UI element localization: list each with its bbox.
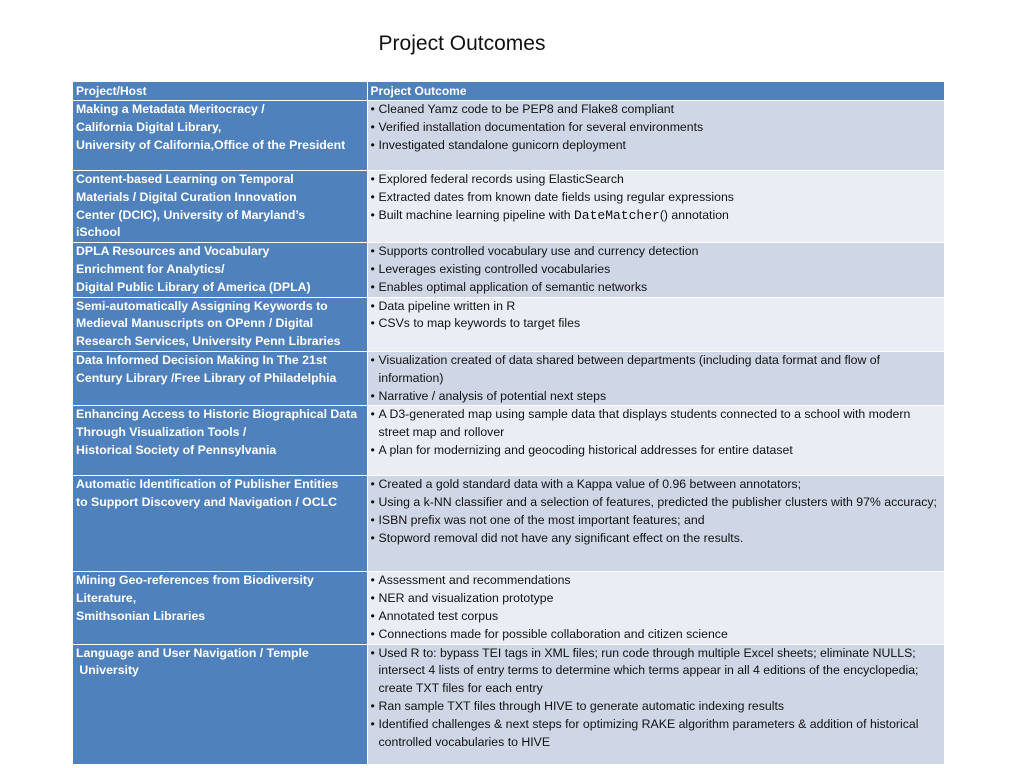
host-line: to Support Discovery and Navigation / OCLC — [76, 495, 337, 510]
outcome-item: • Connections made for possible collaboration and citizen science — [371, 626, 942, 644]
code-text: DateMatcher — [574, 207, 660, 223]
outcome-item: • Verified installation documentation for several environments — [371, 119, 942, 137]
project-outcome-cell — [367, 351, 944, 405]
project-outcome-cell — [367, 644, 944, 764]
outcome-item: • A plan for modernizing and geocoding historical addresses for entire dataset — [371, 442, 942, 460]
host-line: Historical Society of Pennsylvania — [76, 442, 277, 457]
host-line: Automatic Identification of Publisher Entities — [76, 477, 339, 492]
project-outcome-cell — [367, 243, 944, 297]
host-line: Smithsonian Libraries — [76, 608, 206, 623]
project-outcome-cell — [367, 171, 944, 243]
project-host-cell — [73, 171, 367, 243]
outcome-item: • Narrative / analysis of potential next steps — [371, 388, 942, 406]
project-host-cell — [73, 476, 367, 572]
project-host-cell — [73, 101, 367, 171]
outcome-item: • NER and visualization prototype — [371, 590, 942, 608]
project-outcome-cell — [367, 572, 944, 644]
host-line: Literature, — [76, 591, 137, 606]
host-line: Materials / Digital Curation Innovation — [76, 189, 297, 204]
table-header-row — [73, 82, 944, 101]
host-line: iSchool — [76, 225, 121, 240]
host-line: Medieval Manuscripts on OPenn / Digital — [76, 316, 314, 331]
outcome-item: • Stopword removal did not have any significant effect on the results. — [371, 530, 942, 548]
outcomes-table — [73, 82, 945, 765]
host-line: Research Services, University Penn Libraries — [76, 334, 341, 349]
outcome-item — [371, 207, 942, 225]
project-host-cell — [73, 406, 367, 476]
project-host-cell — [73, 572, 367, 644]
outcome-item: • Supports controlled vocabulary use and currency detection — [371, 243, 942, 261]
host-line: DPLA Resources and Vocabulary — [76, 244, 270, 259]
table-row — [73, 297, 944, 351]
host-line: California Digital Library, — [76, 119, 222, 134]
outcome-text: () annotation — [659, 207, 729, 222]
host-line: Center (DCIC), University of Maryland’s — [76, 207, 306, 222]
host-line: Digital Public Library of America (DPLA) — [76, 279, 311, 294]
outcome-item: • Ran sample TXT files through HIVE to generate automatic indexing results — [371, 698, 942, 716]
host-line: Enhancing Access to Historic Biographical Data — [76, 407, 358, 422]
outcome-item: • Explored federal records using ElasticSearch — [371, 171, 942, 189]
outcome-item: • Leverages existing controlled vocabularies — [371, 261, 942, 279]
host-line: University — [76, 663, 139, 678]
project-host-cell — [73, 243, 367, 297]
outcome-item: • Investigated standalone gunicorn deployment — [371, 137, 942, 155]
column-header-project-outcome: Project Outcome — [367, 82, 944, 101]
table-row — [73, 351, 944, 405]
project-outcome-cell — [367, 101, 944, 171]
outcome-item: • Cleaned Yamz code to be PEP8 and Flake8 compliant — [371, 101, 942, 119]
project-host-cell — [73, 351, 367, 405]
host-line: Language and User Navigation / Temple — [76, 645, 309, 660]
column-header-project-host: Project/Host — [73, 82, 367, 101]
outcome-item: • Data pipeline written in R — [371, 298, 942, 316]
outcome-item: • ISBN prefix was not one of the most important features; and — [371, 512, 942, 530]
outcome-item: • Used R to: bypass TEI tags in XML files; run code through multiple Excel sheets; eliminate NULLS; intersect 4 lists of entry terms to determine which terms appear in all 4 editions of the encyclopedia; create TXT files for each entry — [371, 645, 942, 698]
outcome-item: • Created a gold standard data with a Kappa value of 0.96 between annotators; — [371, 476, 942, 494]
outcome-item: • Identified challenges & next steps for optimizing RAKE algorithm parameters & addition of historical controlled vocabularies to HIVE — [371, 716, 942, 752]
host-line: Mining Geo-references from Biodiversity — [76, 573, 314, 588]
host-line: Making a Metadata Meritocracy / — [76, 102, 265, 116]
page-title: Project Outcomes — [378, 32, 546, 55]
outcome-item: • Extracted dates from known date fields using regular expressions — [371, 189, 942, 207]
outcome-item: • Annotated test corpus — [371, 608, 942, 626]
host-line: Data Informed Decision Making In The 21st — [76, 352, 327, 367]
project-outcome-cell — [367, 406, 944, 476]
project-host-cell — [73, 644, 367, 764]
project-host-cell — [73, 297, 367, 351]
project-outcome-cell — [367, 297, 944, 351]
project-outcome-cell — [367, 476, 944, 572]
table-row — [73, 476, 944, 572]
outcome-item: • A D3-generated map using sample data that displays students connected to a school with modern street map and rollover — [371, 406, 942, 442]
table-row — [73, 101, 944, 171]
table-row — [73, 644, 944, 764]
outcome-item: • CSVs to map keywords to target files — [371, 315, 942, 333]
outcome-item: • Visualization created of data shared between departments (including data format and flow of information) — [371, 352, 942, 388]
host-line: Enrichment for Analytics/ — [76, 261, 225, 276]
host-line: Semi-automatically Assigning Keywords to — [76, 298, 328, 313]
table-row — [73, 406, 944, 476]
host-line: Century Library /Free Library of Philadelphia — [76, 370, 337, 385]
table-row — [73, 572, 944, 644]
outcome-text: Built machine learning pipeline with — [378, 207, 574, 222]
table-row — [73, 171, 944, 243]
host-line: University of California,Office of the President — [76, 137, 346, 152]
table-row — [73, 243, 944, 297]
outcome-item: • Using a k-NN classifier and a selection of features, predicted the publisher clusters with 97% accuracy; — [371, 494, 942, 512]
outcome-item: • Assessment and recommendations — [371, 572, 942, 590]
host-line: Content-based Learning on Temporal — [76, 172, 294, 186]
host-line: Through Visualization Tools / — [76, 425, 247, 440]
outcome-item: • Enables optimal application of semantic networks — [371, 279, 942, 297]
